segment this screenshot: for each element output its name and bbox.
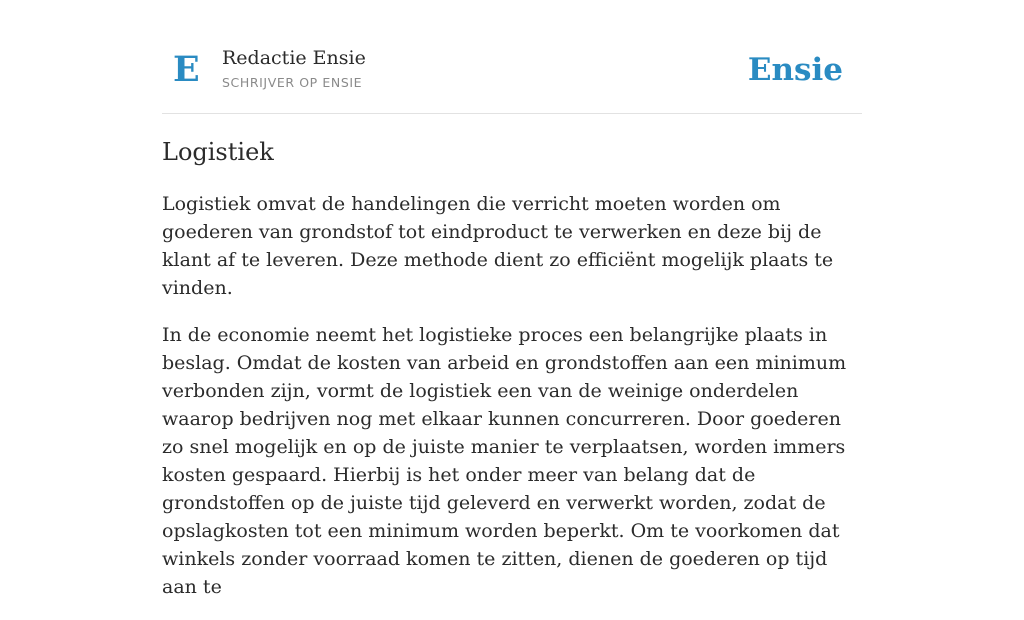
article-container <box>162 0 862 598</box>
article-paragraph: In de economie neemt het logistieke proces een belangrijke plaats in beslag. Omdat de kosten van arbeid en grondstoffen aan een minimum verbonden zijn, vormt de logistiek een van de weinige onderdelen waarop bedrijven nog met elkaar kunnen concurreren. Door goederen zo snel mogelijk en op de juiste manier te verplaatsen, worden immers kosten gespaard. Hierbij is het onder meer van belang dat de grondstoffen op de juiste tijd geleverd en verwerkt worden, zodat de opslagkosten tot een minimum worden beperkt. Om te voorkomen dat winkels zonder voorraad komen te zitten, dienen de goederen op tijd aan te <box>162 324 847 598</box>
author-role: SCHRIJVER OP ENSIE <box>222 75 363 90</box>
article-title: Logistiek <box>162 138 274 166</box>
ensie-logo[interactable]: Ensie <box>747 52 843 88</box>
article-body <box>162 190 862 620</box>
author-header <box>162 0 862 114</box>
author-avatar-initial[interactable]: E <box>173 49 200 90</box>
author-name[interactable]: Redactie Ensie <box>222 47 366 69</box>
article-paragraph: Logistiek omvat de handelingen die verricht moeten worden om goederen van grondstof tot eindproduct te verwerken en deze bij de klant af te leveren. Deze methode dient zo efficiënt mogelijk plaats te vinden. <box>162 193 834 299</box>
